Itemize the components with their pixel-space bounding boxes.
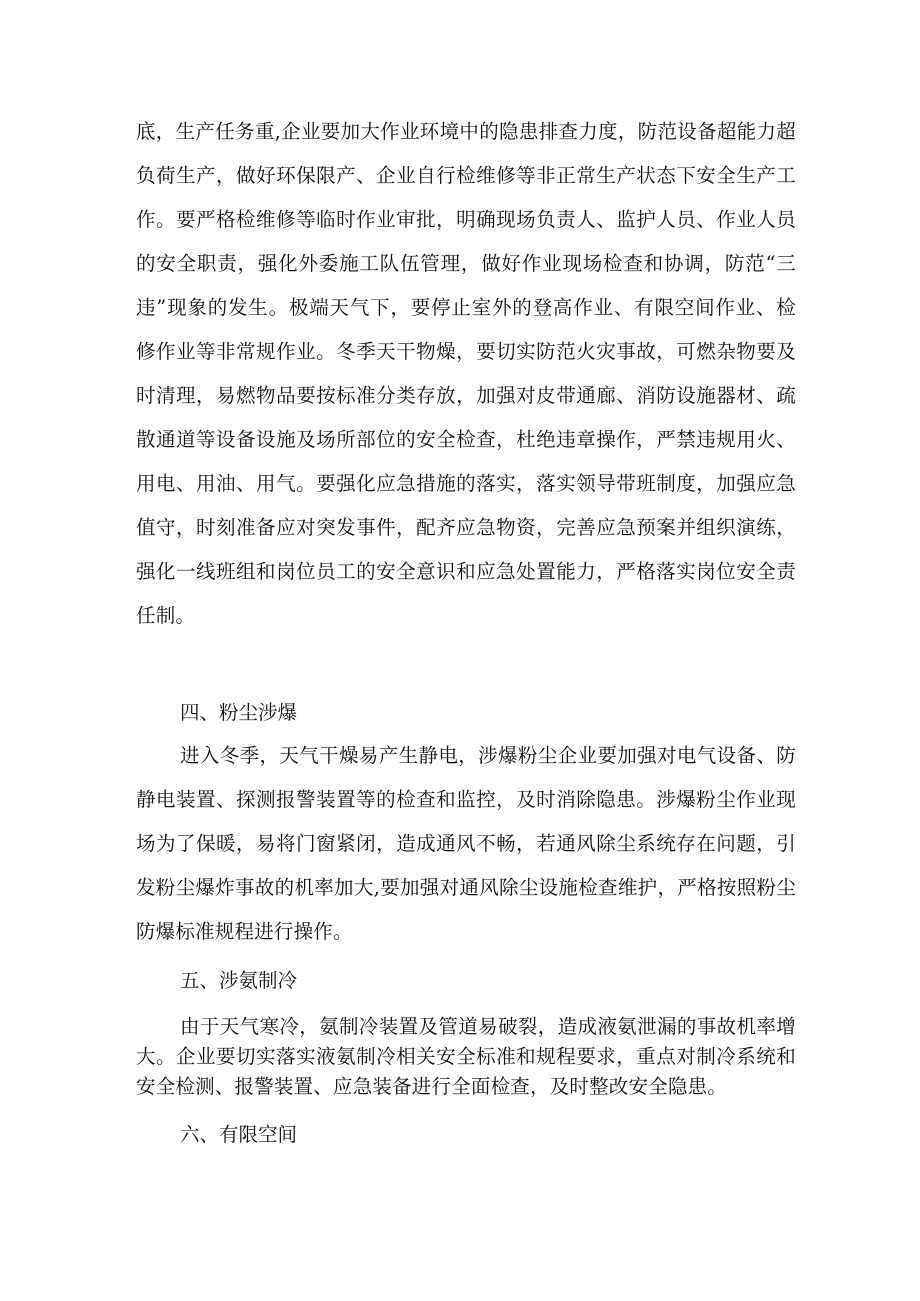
- paragraph-ammonia-refrigeration: 由于天气寒冷，氨制冷装置及管道易破裂，造成液氨泄漏的事故机率增大。企业要切实落实液氨制冷相关安全标准和规程要求，重点对制冷系统和安全检测、报警装置、应急装备进行全面检查，及时整改安全隐患。: [136, 1015, 796, 1098]
- paragraph-dust-explosion: 进入冬季，天气干燥易产生静电，涉爆粉尘企业要加强对电气设备、防静电装置、探测报警装置等的检查和监控，及时消除隐患。涉爆粉尘作业现场为了保暖，易将门窗紧闭，造成通风不畅，若通风除尘系统存在问题，引发粉尘爆炸事故的机率加大,要加强对通风除尘设施检查维护，严格按照粉尘防爆标准规程进行操作。: [136, 744, 796, 943]
- section-heading-dust-explosion: 四、粉尘涉爆: [180, 701, 298, 724]
- section-heading-ammonia-refrigeration: 五、涉氨制冷: [180, 969, 298, 992]
- section-heading-confined-space: 六、有限空间: [180, 1123, 298, 1146]
- continuation-paragraph: 底，生产任务重,企业要加大作业环境中的隐患排查力度，防范设备超能力超负荷生产，做好环保限产、企业自行检维修等非正常生产状态下安全生产工作。要严格检维修等临时作业审批，明确现场负责人、监护人员、作业人员的安全职责，强化外委施工队伍管理，做好作业现场检查和协调，防范“三违”现象的发生。极端天气下，要停止室外的登高作业、有限空间作业、检修作业等非常规作业。冬季天干物燥，要切实防范火灾事故，可燃杂物要及时清理，易燃物品要按标准分类存放，加强对皮带通廊、消防设施器材、疏散通道等设备设施及场所部位的安全检查，杜绝违章操作，严禁违规用火、用电、用油、用气。要强化应急措施的落实，落实领导带班制度，加强应急值守，时刻准备应对突发事件，配齐应急物资，完善应急预案并组织演练，强化一线班组和岗位员工的安全意识和应急处置能力，严格落实岗位安全责任制。: [136, 120, 796, 627]
